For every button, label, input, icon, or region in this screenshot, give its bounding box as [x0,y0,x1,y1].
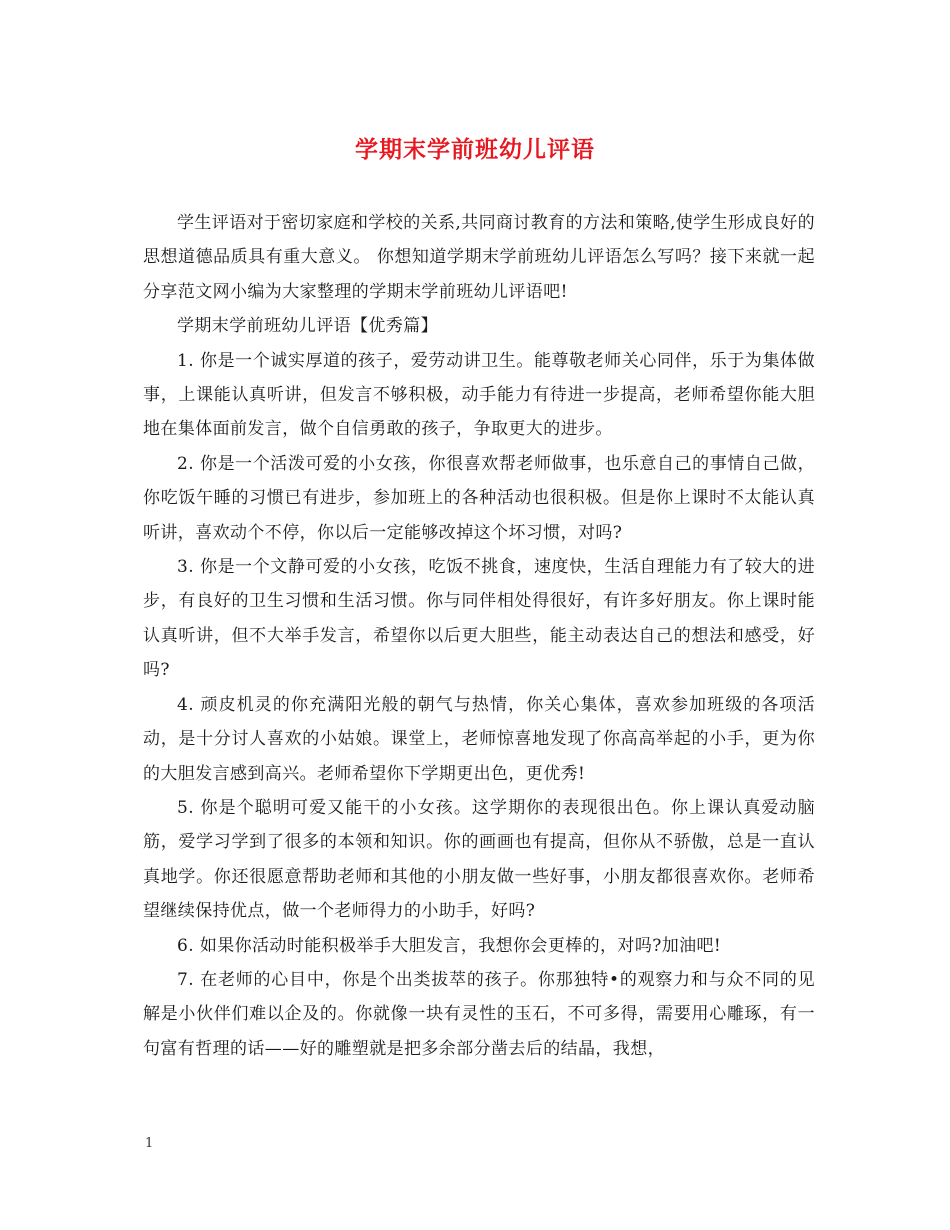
intro-paragraph: 学生评语对于密切家庭和学校的关系,共同商讨教育的方法和策略,使学生形成良好的思想道德品质具有重大意义。 你想知道学期末学前班幼儿评语怎么写吗？接下来就一起分享范文网小编为大家整理的学期末学前班幼儿评语吧! [143,213,816,302]
section-heading: 学期末学前班幼儿评语【优秀篇】 [177,316,438,337]
document-body [143,206,815,1066]
comment-paragraph-6: 6. 如果你活动时能积极举手大胆发言，我想你会更棒的，对吗?加油吧! [177,935,722,956]
comment-paragraph-4: 4. 顽皮机灵的你充满阳光般的朝气与热情，你关心集体，喜欢参加班级的各项活动，是十分讨人喜欢的小姑娘。课堂上，老师惊喜地发现了你高高举起的小手，更为你的大胆发言感到高兴。老师希望你下学期更出色，更优秀! [143,694,815,784]
comment-paragraph-1: 1. 你是一个诚实厚道的孩子，爱劳动讲卫生。能尊敬老师关心同伴，乐于为集体做事，上课能认真听讲，但发言不够积极，动手能力有待进一步提高，老师希望你能大胆地在集体面前发言，做个自信勇敢的孩子，争取更大的进步。 [143,350,815,440]
comment-paragraph-3: 3. 你是一个文静可爱的小女孩，吃饭不挑食，速度快，生活自理能力有了较大的进步，有良好的卫生习惯和生活习惯。你与同伴相处得很好，有许多好朋友。你上课时能认真听讲，但不大举手发言，希望你以后更大胆些，能主动表达自己的想法和感受，好吗? [143,557,815,681]
comment-paragraph-2: 2. 你是一个活泼可爱的小女孩，你很喜欢帮老师做事，也乐意自己的事情自己做，你吃饭午睡的习惯已有进步，参加班上的各种活动也很积极。但是你上课时不太能认真听讲，喜欢动个不停，你以后一定能够改掉这个坏习惯，对吗? [143,453,815,543]
document-title: 学期末学前班幼儿评语 [355,136,595,163]
page-number: 1 [145,1136,154,1151]
comment-paragraph-7: 7. 在老师的心目中，你是个出类拔萃的孩子。你那独特•的观察力和与众不同的见解是小伙伴们难以企及的。你就像一块有灵性的玉石，不可多得，需要用心雕琢，有一句富有哲理的话——好的雕塑就是把多余部分凿去后的结晶，我想， [143,969,815,1059]
comment-paragraph-5: 5. 你是个聪明可爱又能干的小女孩。这学期你的表现很出色。你上课认真爱动脑筋，爱学习学到了很多的本领和知识。你的画画也有提高，但你从不骄傲，总是一直认真地学。你还很愿意帮助老师和其他的小朋友做一些好事，小朋友都很喜欢你。老师希望继续保持优点，做一个老师得力的小助手，好吗? [143,797,815,922]
